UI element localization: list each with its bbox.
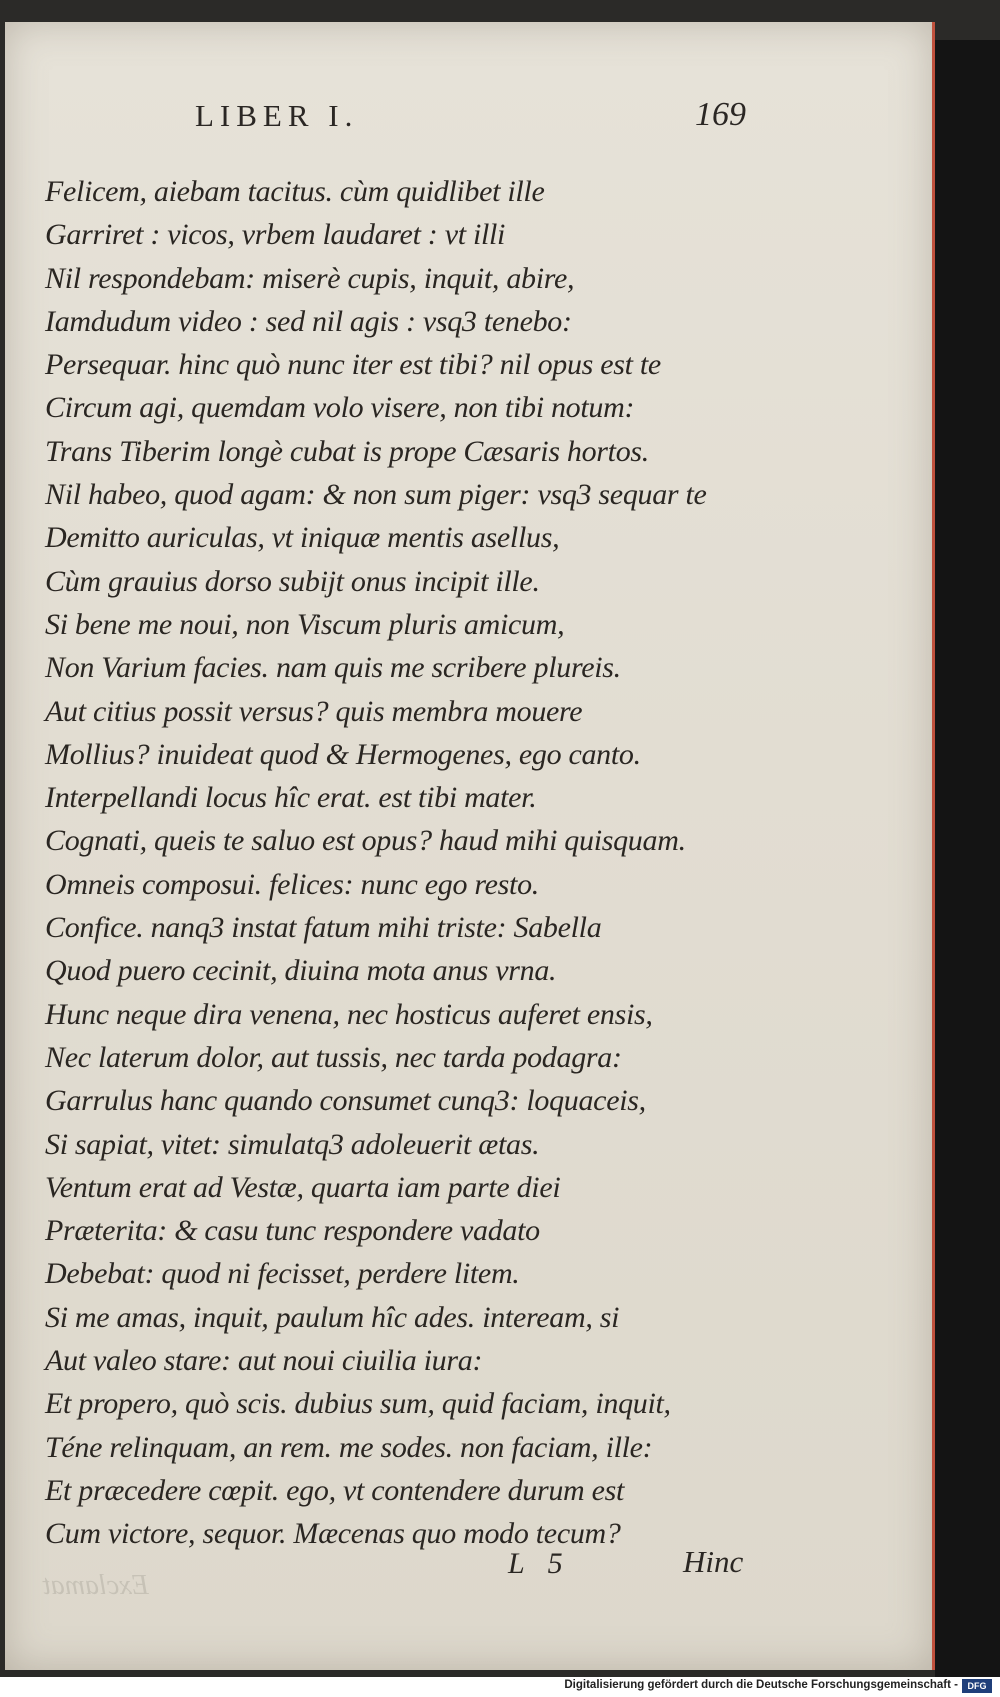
dfg-logo-icon: DFG	[962, 1679, 992, 1693]
funding-credit: Digitalisierung gefördert durch die Deutsche Forschungsgemeinschaft -	[564, 1679, 958, 1691]
verse-line: Si bene me noui, non Viscum pluris amicum,	[45, 607, 565, 641]
verse-line: Felicem, aiebam tacitus. cùm quidlibet ille	[45, 175, 545, 208]
verse-line: Cum victore, sequor. Mæcenas quo modo tecum?	[45, 1517, 621, 1551]
verse-line: Et propero, quò scis. dubius sum, quid faciam, inquit,	[45, 1387, 671, 1421]
verse-line: Cognati, queis te saluo est opus? haud mihi quisquam.	[45, 824, 686, 858]
verse-line: Debebat: quod ni fecisset, perdere litem.	[45, 1257, 520, 1291]
verse-line: Trans Tiberim longè cubat is prope Cæsaris hortos.	[45, 434, 649, 468]
verse-line: Garriret : vicos, vrbem laudaret : vt illi	[45, 218, 506, 252]
verse-line: Et præcedere cœpit. ego, vt contendere durum est	[45, 1473, 625, 1507]
verse-line: Præterita: & casu tunc respondere vadato	[45, 1214, 540, 1248]
signature-mark: L 5	[508, 1547, 571, 1580]
running-head: LIBER I.	[195, 98, 359, 133]
verse-line: Téne relinquam, an rem. me sodes. non faciam, ille:	[45, 1430, 653, 1464]
verse-line: Aut valeo stare: aut noui ciuilia iura:	[45, 1344, 483, 1378]
verse-line: Non Varium facies. nam quis me scribere plureis.	[45, 651, 621, 685]
verse-line: Quod puero cecinit, diuina mota anus vrna.	[45, 954, 557, 988]
bleed-through-text: Exclamat	[43, 1570, 149, 1601]
verse-line: Ventum erat ad Vestæ, quarta iam parte diei	[45, 1170, 561, 1204]
scan-shadow	[935, 40, 1000, 1680]
verse-line: Persequar. hinc quò nunc iter est tibi? nil opus est te	[45, 348, 661, 382]
page-number: 169	[695, 96, 746, 133]
catchword: Hinc	[683, 1544, 744, 1579]
verse-line: Iamdudum video : sed nil agis : vsq3 tenebo:	[45, 304, 572, 338]
verse-line: Demitto auriculas, vt iniquæ mentis asellus,	[45, 521, 560, 555]
verse-line: Nil respondebam: miserè cupis, inquit, abire,	[45, 261, 575, 295]
verse-line: Omneis composui. felices: nunc ego resto.	[45, 867, 539, 901]
verse-line: Garrulus hanc quando consumet cunq3: loquaceis,	[45, 1084, 646, 1118]
verse-line: Confice. nanq3 instat fatum mihi triste: Sabella	[45, 911, 602, 945]
verse-line: Cùm grauius dorso subijt onus incipit ille.	[45, 564, 540, 598]
book-page	[5, 22, 935, 1670]
verse-line: Si sapiat, vitet: simulatq3 adoleuerit ætas.	[45, 1127, 540, 1161]
verse-line: Interpellandi locus hîc erat. est tibi mater.	[45, 781, 537, 815]
verse-text-block	[45, 170, 745, 1556]
verse-line: Mollius? inuideat quod & Hermogenes, ego canto.	[45, 737, 641, 771]
verse-line: Nec laterum dolor, aut tussis, nec tarda podagra:	[45, 1040, 622, 1074]
verse-line: Hunc neque dira venena, nec hosticus auferet ensis,	[45, 997, 653, 1031]
verse-line: Circum agi, quemdam volo visere, non tibi notum:	[45, 391, 635, 425]
verse-line: Nil habeo, quod agam: & non sum piger: vsq3 sequar te	[45, 478, 707, 512]
verse-line: Si me amas, inquit, paulum hîc ades. inteream, si	[45, 1300, 620, 1334]
footer-bar	[0, 1677, 1000, 1697]
verse-line: Aut citius possit versus? quis membra mouere	[45, 694, 583, 728]
